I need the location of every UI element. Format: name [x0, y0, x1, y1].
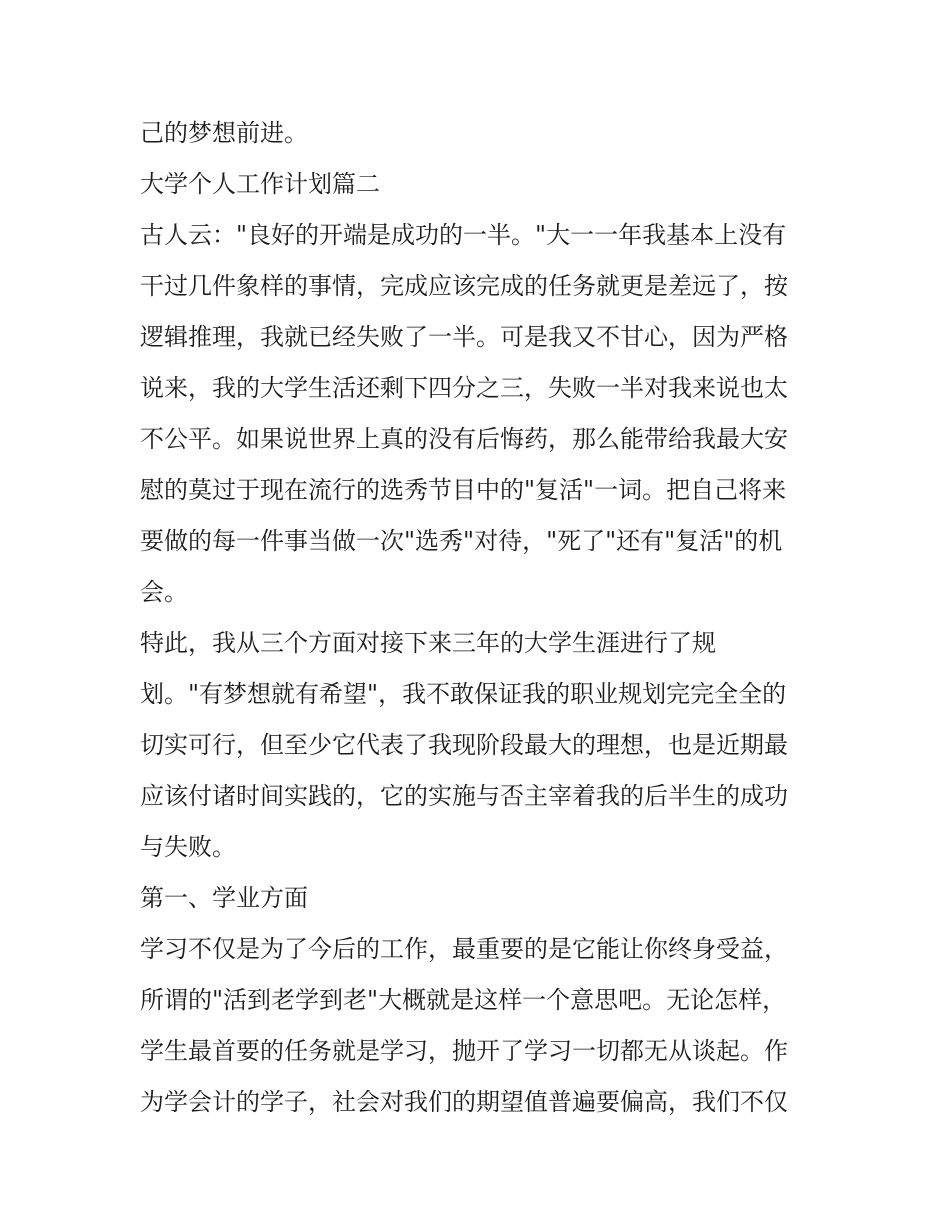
text-line: 为学会计的学子，社会对我们的期望值普遍要偏高，我们不仅 — [140, 1088, 788, 1116]
text-line: 学生最首要的任务就是学习，抛开了学习一切都无从谈起。作 — [140, 1037, 788, 1065]
section-heading: 第一、学业方面 — [140, 884, 308, 912]
text-line: 划。"有梦想就有希望"，我不敢保证我的职业规划完完全全的 — [140, 680, 787, 708]
text-line: 切实可行，但至少它代表了我现阶段最大的理想，也是近期最 — [140, 731, 788, 759]
text-line: 己的梦想前进。 — [140, 119, 308, 147]
text-line: 说来，我的大学生活还剩下四分之三，失败一半对我来说也太 — [140, 374, 788, 402]
text-line: 要做的每一件事当做一次"选秀"对待，"死了"还有"复活"的机 — [140, 527, 783, 555]
text-line: 学习不仅是为了今后的工作，最重要的是它能让你终身受益， — [140, 935, 788, 963]
text-line: 应该付诸时间实践的，它的实施与否主宰着我的后半生的成功 — [140, 782, 788, 810]
section-heading: 大学个人工作计划篇二 — [140, 170, 380, 198]
text-line: 干过几件象样的事情，完成应该完成的任务就更是差远了，按 — [140, 272, 788, 300]
text-line: 古人云："良好的开端是成功的一半。"大一一年我基本上没有 — [140, 221, 787, 249]
text-line: 逻辑推理，我就已经失败了一半。可是我又不甘心，因为严格 — [140, 323, 788, 351]
text-line: 与失败。 — [140, 833, 236, 861]
text-line: 慰的莫过于现在流行的选秀节目中的"复活"一词。把自己将来 — [140, 476, 787, 504]
text-line: 会。 — [140, 578, 188, 606]
text-line: 所谓的"活到老学到老"大概就是这样一个意思吧。无论怎样， — [140, 986, 787, 1014]
text-line: 特此，我从三个方面对接下来三年的大学生涯进行了规 — [140, 629, 716, 657]
text-line: 不公平。如果说世界上真的没有后悔药，那么能带给我最大安 — [140, 425, 788, 453]
document-body — [140, 108, 820, 1128]
